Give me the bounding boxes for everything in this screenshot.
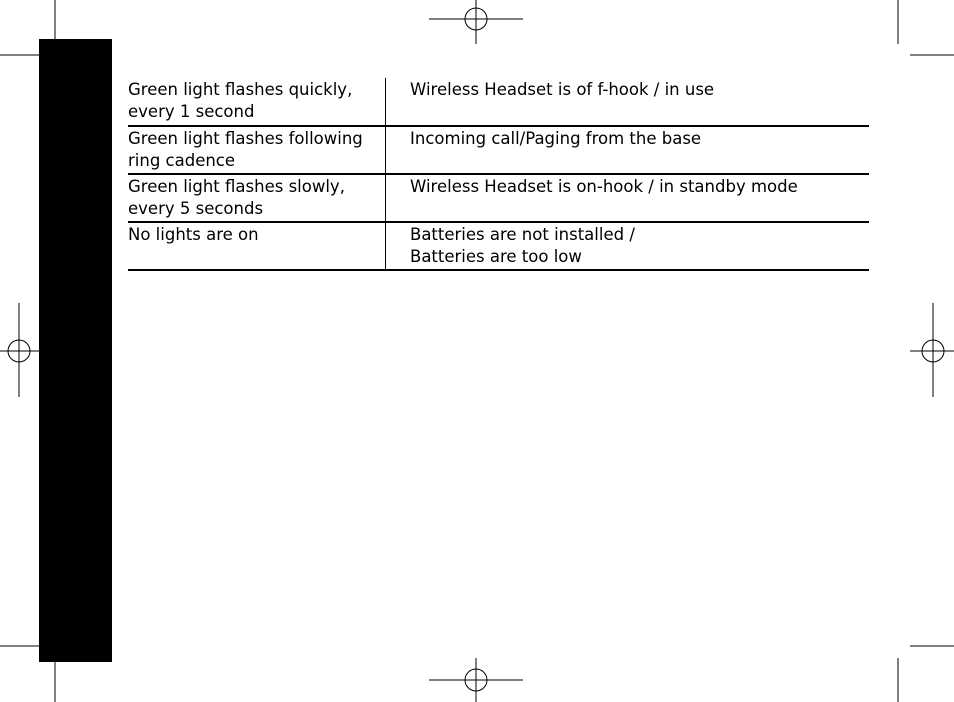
indicator-text: Green light flashes following [128,129,363,148]
table-row [128,174,869,222]
crop-mark-icon [0,646,55,702]
indicator-text: every 5 seconds [128,199,264,218]
status-cell [386,174,870,222]
status-cell [386,222,870,270]
indicator-text: every 1 second [128,102,255,121]
status-text: Batteries are not installed / [410,225,635,244]
table-row [128,222,869,270]
indicator-cell [128,174,386,222]
crop-mark-icon [898,0,954,55]
indicator-text: Green light flashes quickly, [128,80,353,99]
indicator-text: Green light flashes slowly, [128,177,345,196]
indicator-cell [128,222,386,270]
crop-mark-icon [0,0,55,55]
table-row [128,78,869,126]
registration-mark-icon [0,303,44,397]
indicator-cell [128,126,386,174]
indicator-status-table [128,78,869,271]
table-row [128,126,869,174]
indicator-text: ring cadence [128,151,236,170]
status-text: Incoming call/Paging from the base [410,129,702,148]
crop-mark-icon [898,646,954,702]
registration-mark-icon [429,658,523,702]
status-cell [386,78,870,126]
indicator-cell [128,78,386,126]
status-text: Wireless Headset is on-hook / in standby mode [410,177,798,196]
status-text: Wireless Headset is of f-hook / in use [410,80,715,99]
status-cell [386,126,870,174]
status-text: Batteries are too low [410,247,582,266]
registration-mark-icon [910,303,954,397]
registration-mark-icon [429,0,523,44]
indicator-text: No lights are on [128,225,259,244]
